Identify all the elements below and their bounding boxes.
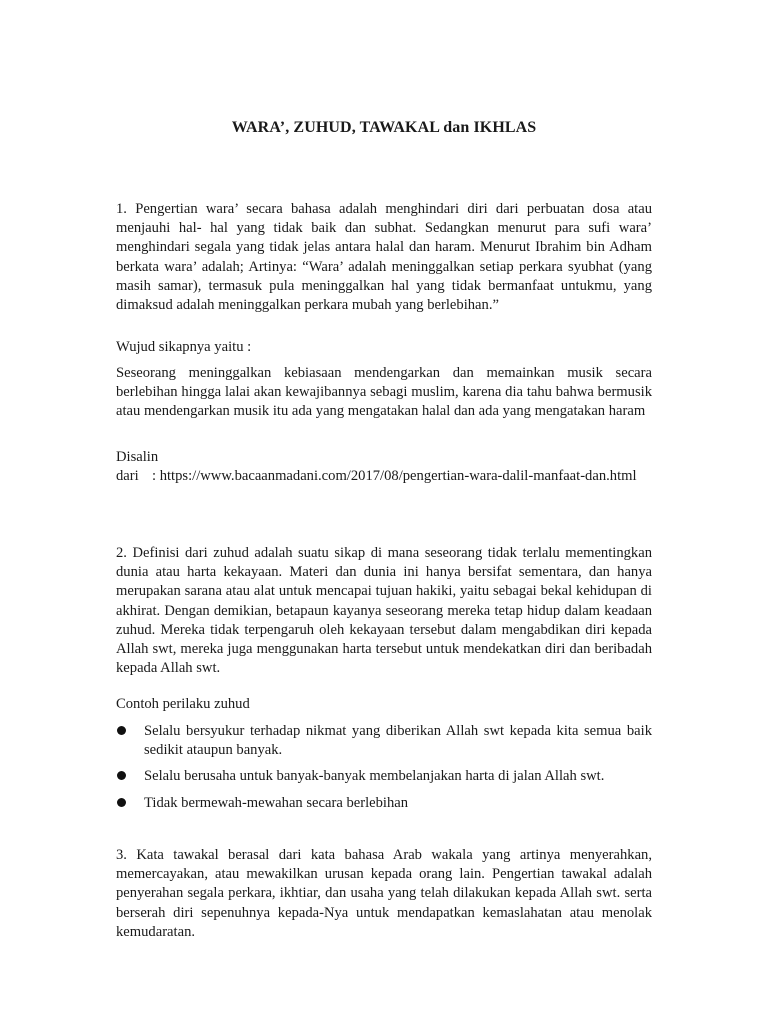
section3-paragraph: 3. Kata tawakal berasal dari kata bahasa Arab wakala yang artinya menyerahkan, memercayakan, atau mewakilkan urusan kepada orang lain. Pengertian tawakal adalah penyerahan segala perkara, ikhtiar, dan usaha yang telah dilakukan kepada Allah swt. serta berserah diri sepenuhnya kepada-Nya untuk mendapatkan kemaslahatan atau menolak kemudaratan. <box>116 847 652 940</box>
list-item-text: Selalu bersyukur terhadap nikmat yang diberikan Allah swt kepada kita semua baik sedikit ataupun banyak. <box>144 723 652 759</box>
section1-example: Seseorang meninggalkan kebiasaan mendengarkan dan memainkan musik secara berlebihan hingga lalai akan kewajibannya sebagi muslim, karena dia tahu bahwa bermusik atau mendengarkan musik itu ada yang mengatakan halal dan ada yang mengatakan haram <box>116 365 652 420</box>
source-url[interactable]: : https://www.bacaanmadani.com/2017/08/pengertian-wara-dalil-manfaat-dan.html <box>152 468 637 484</box>
bullet-icon <box>117 726 126 735</box>
list-item <box>116 794 652 813</box>
list-item <box>116 722 652 760</box>
bullet-icon <box>117 771 126 780</box>
document-title: WARA’, ZUHUD, TAWAKAL dan IKHLAS <box>231 119 537 136</box>
source-citation <box>116 467 652 486</box>
zuhud-examples-list <box>116 722 652 813</box>
source-label: dari <box>116 468 139 484</box>
document-page <box>116 0 652 1024</box>
list-item <box>116 767 652 786</box>
list-item-text: Tidak bermewah-mewahan secara berlebihan <box>144 794 409 811</box>
section2-subheading: Contoh perilaku zuhud <box>116 696 250 712</box>
list-item-text: Selalu berusaha untuk banyak-banyak membelanjakan harta di jalan Allah swt. <box>144 768 605 785</box>
section2-paragraph: 2. Definisi dari zuhud adalah suatu sikap di mana seseorang tidak terlalu mementingkan dunia atau harta kekayaan. Materi dan dunia ini hanya bersifat sementara, dan hanya merupakan sarana atau alat untuk mencapai tujuan hakiki, yaitu sebagai bekal kehidupan di akhirat. Dengan demikian, betapaun kayanya seseorang mereka tetap hidup dalam keadaan zuhud. Mereka tidak terpengaruh oleh kekayaan tersebut dalam mengabdikan diri kepada Allah swt, mereka juga menggunakan harta tersebut untuk mendekatkan diri dan beribadah kepada Allah swt. <box>116 545 652 677</box>
bullet-icon <box>117 798 126 807</box>
source-prefix: Disalin <box>116 449 159 465</box>
section1-paragraph: 1. Pengertian wara’ secara bahasa adalah menghindari diri dari perbuatan dosa atau menjauhi hal- hal yang tidak baik dan subhat. Sedangkan menurut para sufi wara’ menghindari segala yang tidak jelas antara halal dan haram. Menurut Ibrahim bin Adham berkata wara’ adalah; Artinya: “Wara’ adalah meninggalkan setiap perkara syubhat (yang masih samar), termasuk pula meninggalkan hal yang tidak bermanfaat untukmu, yang dimaksud adalah meninggalkan perkara mubah yang berlebihan.” <box>116 201 652 314</box>
section1-subheading: Wujud sikapnya yaitu : <box>116 339 252 355</box>
